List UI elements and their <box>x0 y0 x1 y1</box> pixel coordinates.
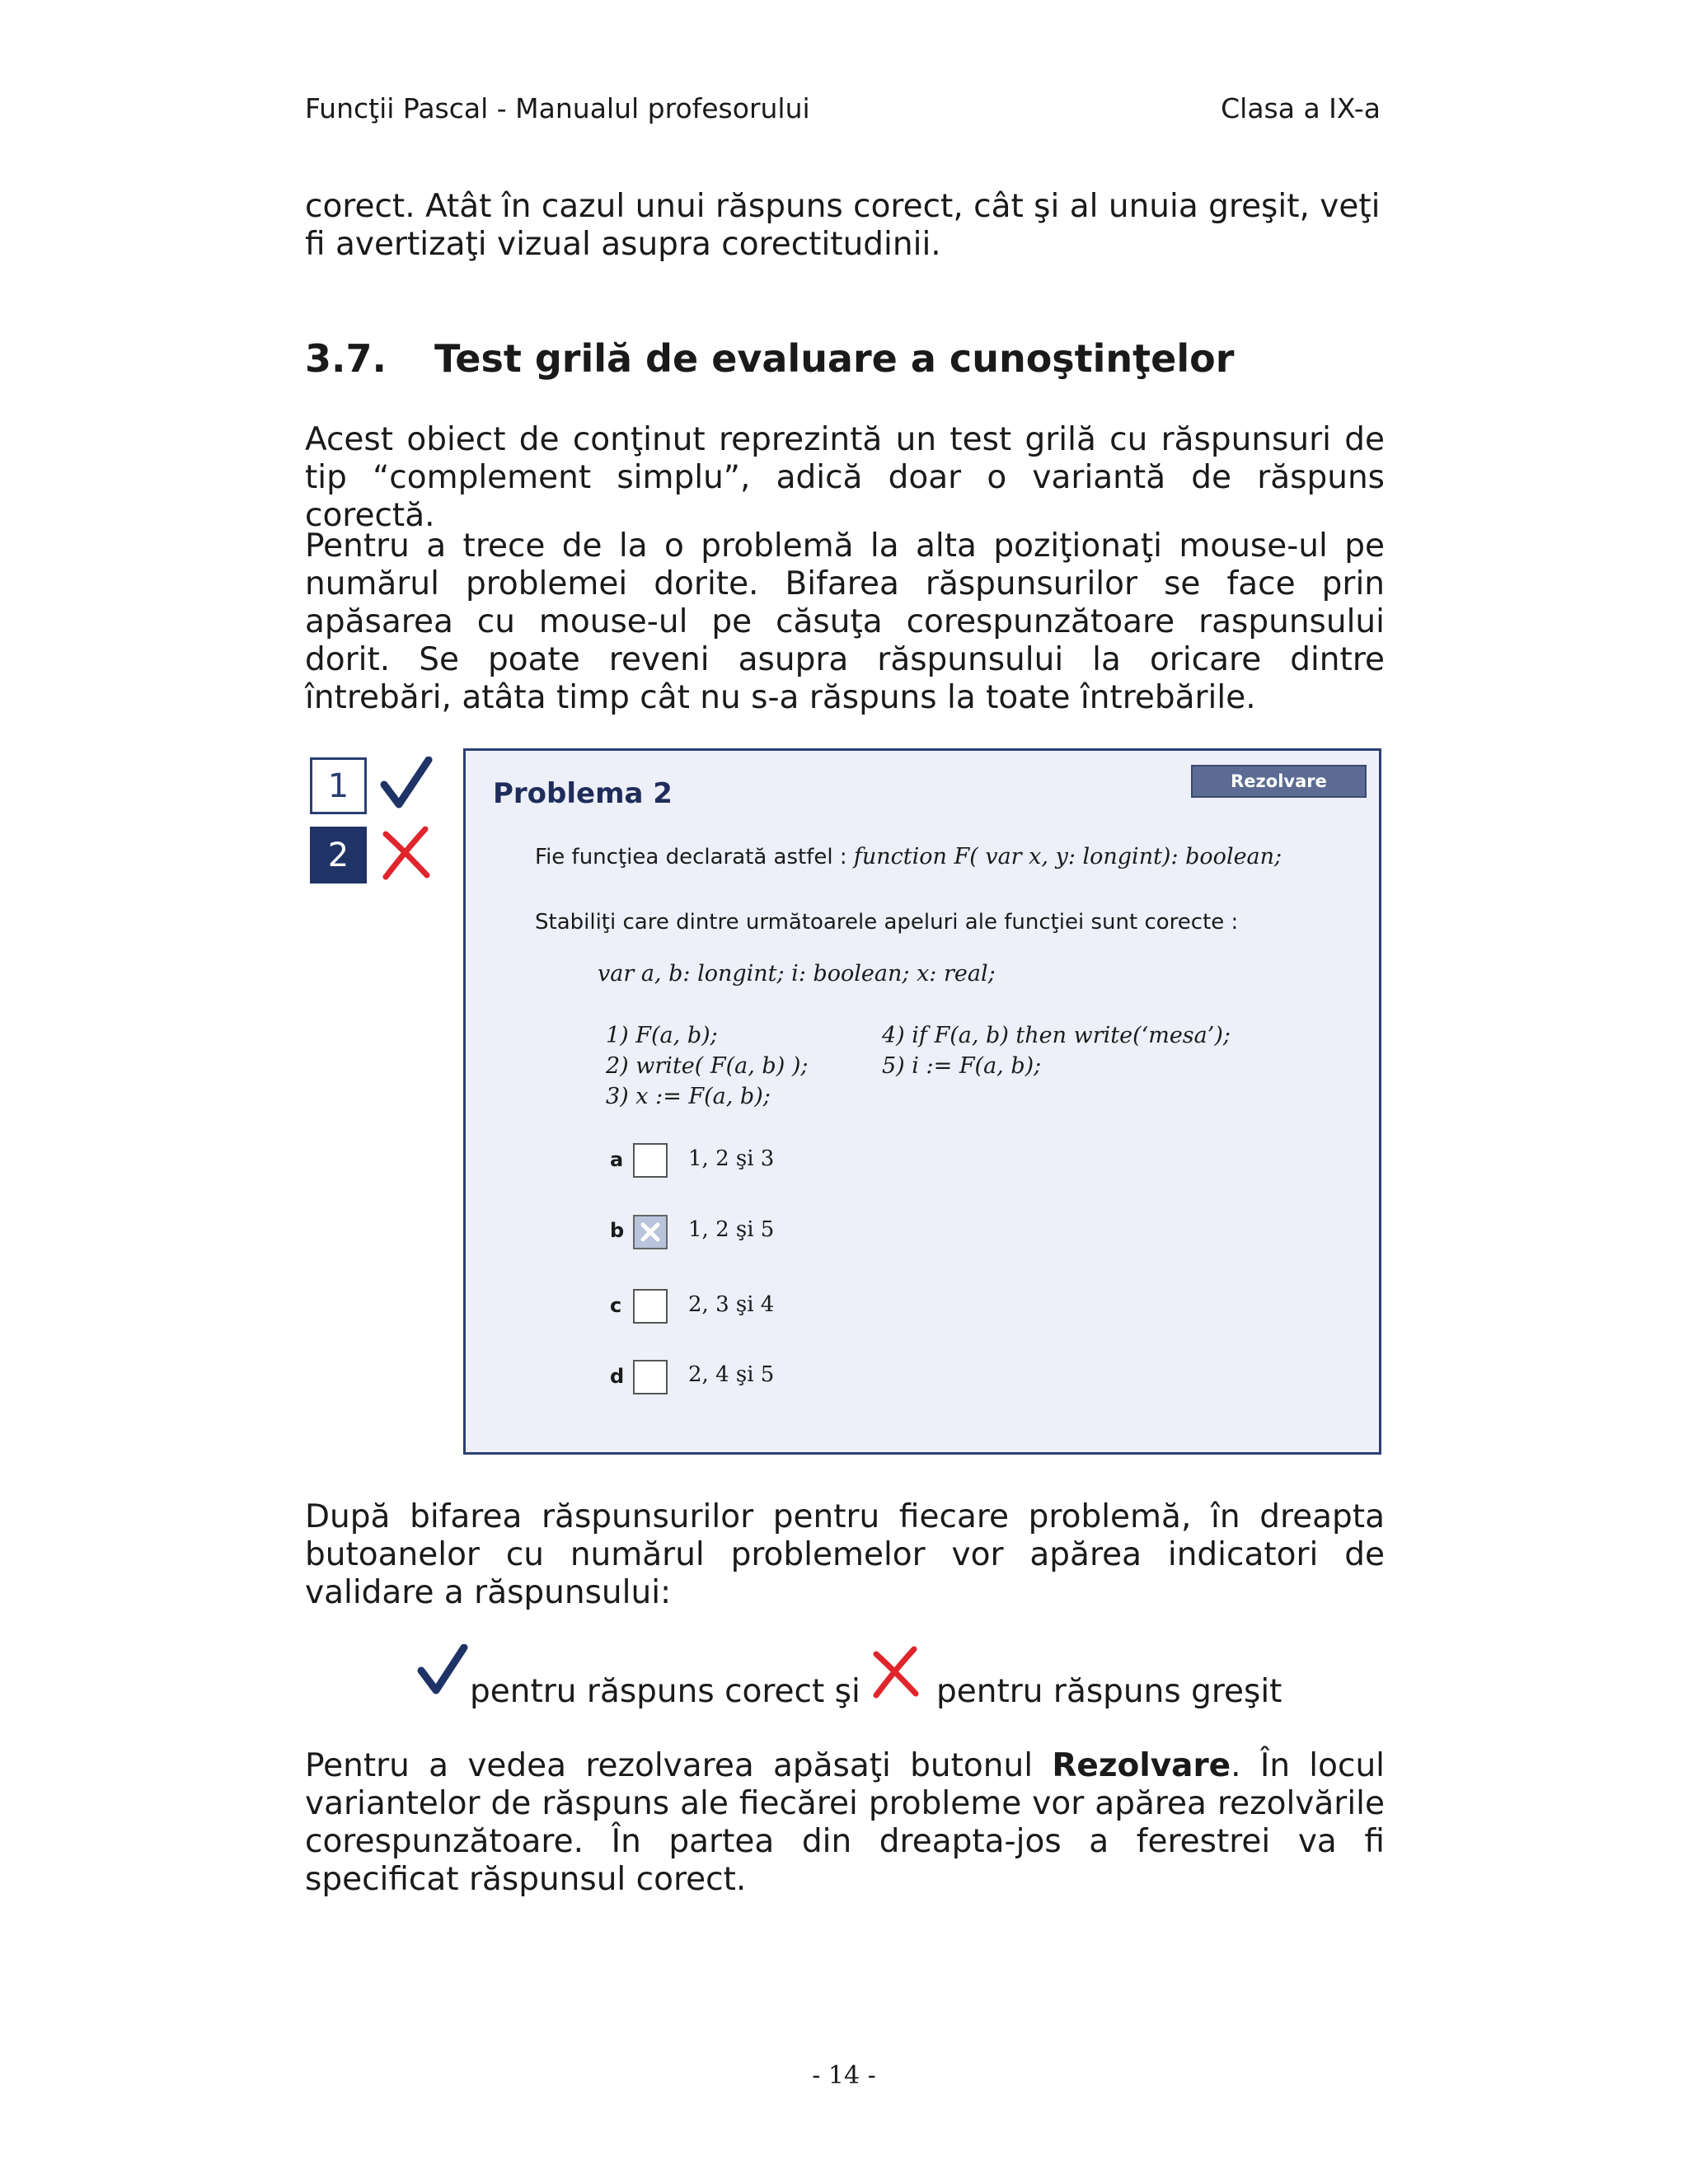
section-heading <box>305 336 1234 381</box>
option-b-checkbox[interactable] <box>633 1215 668 1249</box>
paragraph-4-pre: Pentru a vedea rezolvarea apăsaţi butonul <box>305 1747 1053 1784</box>
option-c-value: 2, 3 şi 4 <box>688 1292 775 1317</box>
option-c-checkbox[interactable] <box>633 1289 668 1324</box>
option-a-letter: a <box>610 1148 624 1171</box>
paragraph-4 <box>305 1747 1385 1899</box>
option-d-letter: d <box>610 1365 625 1388</box>
legend-correct-text: pentru răspuns corect şi <box>470 1673 860 1710</box>
paragraph-4-post: . În locul variantelor de răspuns ale fiecărei probleme vor apărea rezolvările corespunzătoare. În partea din dreapta-jos a ferestrei va fi specificat răspunsul corect. <box>305 1747 1386 1898</box>
call-4: 4) if F(a, b) then write(‘mesa’); <box>882 1023 1231 1048</box>
x-check-icon <box>635 1216 666 1248</box>
option-b-letter: b <box>610 1219 625 1242</box>
option-a-value: 1, 2 şi 3 <box>688 1146 775 1171</box>
legend-wrong-text: pentru răspuns greşit <box>936 1673 1282 1710</box>
paragraph-2: Pentru a trece de la o problemă la alta poziţionaţi mouse-ul pe numărul problemei dorite. Bifarea răspunsurilor se face prin apăsarea cu mouse-ul pe căsuţa corespunzătoare raspunsului dorit. Se poate reveni asupra răspunsului la oricare dintre întrebări, atâta timp cât nu s-a răspuns la toate întrebările. <box>305 527 1385 716</box>
call-1: 1) F(a, b); <box>606 1023 718 1048</box>
option-a-checkbox[interactable] <box>633 1143 668 1178</box>
call-5: 5) i := F(a, b); <box>882 1053 1042 1079</box>
section-number: 3.7. <box>305 336 387 381</box>
var-declaration: var a, b: longint; i: boolean; x: real; <box>598 961 996 987</box>
legend-cross-icon <box>870 1646 922 1699</box>
intro-line-1: corect. Atât în cazul unui răspuns corect, cât şi al unuia greşit, veţi <box>305 188 1381 225</box>
option-b-value: 1, 2 şi 5 <box>688 1217 775 1242</box>
option-c-letter: c <box>610 1294 622 1317</box>
header-title: Funcţii Pascal - Manualul profesorului <box>305 92 810 124</box>
problem-2-button[interactable]: 2 <box>310 827 367 883</box>
paragraph-3: După bifarea răspunsurilor pentru fiecare problemă, în dreapta butoanelor cu numărul problemelor vor apărea indicatori de validare a răspunsului: <box>305 1498 1385 1611</box>
page-header <box>305 92 1381 130</box>
option-d-checkbox[interactable] <box>633 1360 668 1394</box>
intro-paragraph <box>305 188 1385 264</box>
page-number: - 14 - <box>812 2061 876 2090</box>
question-prefix: Fie funcţiea declarată astfel : <box>535 845 854 869</box>
option-d-value: 2, 4 şi 5 <box>688 1362 775 1387</box>
problem-title: Problema 2 <box>493 777 673 810</box>
paragraph-1: Acest obiect de conţinut reprezintă un test grilă cu răspunsuri de tip “complement simplu”, adică doar o variantă de răspuns corectă. <box>305 421 1385 534</box>
check-icon <box>379 757 434 811</box>
intro-line-2: fi avertizaţi vizual asupra corectitudinii. <box>305 226 941 263</box>
rezolvare-keyword: Rezolvare <box>1052 1747 1231 1784</box>
call-2: 2) write( F(a, b) ); <box>606 1053 809 1079</box>
question-line-1 <box>535 844 1282 869</box>
quiz-screenshot <box>463 748 1381 1455</box>
legend-check-icon <box>416 1644 469 1697</box>
question-line-2: Stabiliţi care dintre următoarele apeluri ale funcţiei sunt corecte : <box>535 910 1239 935</box>
cross-icon <box>379 826 434 880</box>
problem-1-button[interactable]: 1 <box>310 757 367 814</box>
rezolvare-button[interactable]: Rezolvare <box>1191 765 1367 798</box>
section-title: Test grilă de evaluare a cunoştinţelor <box>434 336 1235 381</box>
question-code: function F( var x, y: longint): boolean; <box>853 844 1282 869</box>
call-3: 3) x := F(a, b); <box>606 1084 771 1109</box>
header-class: Clasa a IX-a <box>1221 92 1381 124</box>
